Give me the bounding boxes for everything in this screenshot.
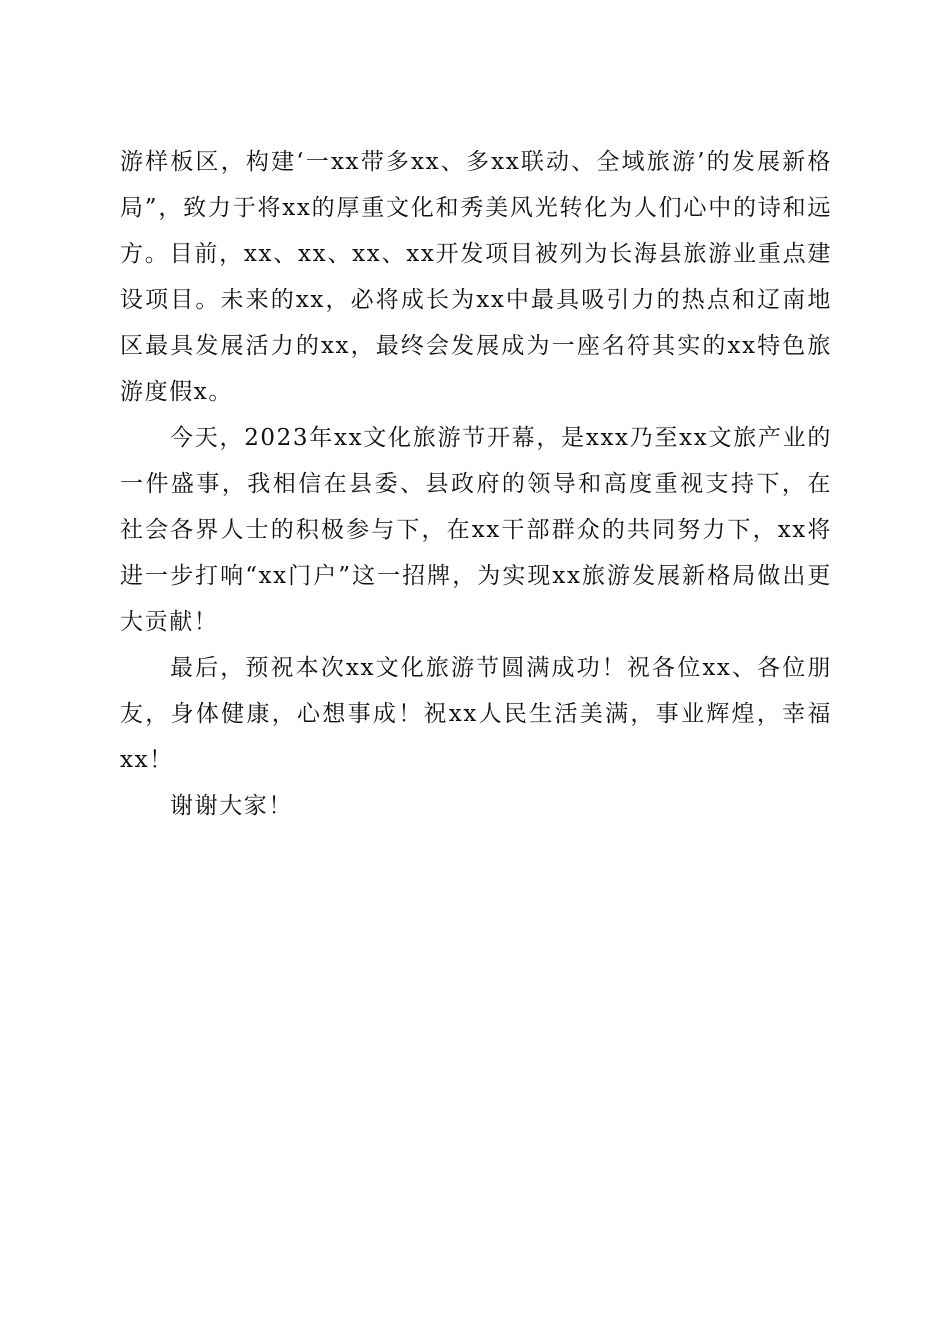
paragraph-closing-wishes: 最后，预祝本次xx文化旅游节圆满成功！祝各位xx、各位朋友，身体健康，心想事成！祝xx人民生活美满，事业辉煌，幸福xx！ xyxy=(120,655,832,773)
paragraph-thanks: 谢谢大家！ xyxy=(170,793,293,819)
paragraph-continuation: 游样板区，构建‘一xx带多xx、多xx联动、全域旅游’的发展新格局”，致力于将xx的厚重文化和秀美风光转化为人们心中的诗和远方。目前，xx、xx、xx、xx开发项目被列为长海县旅游业重点建设项目。未来的xx，必将成长为xx中最具吸引力的热点和辽南地区最具发展活力的xx，最终会发展成为一座名符其实的xx特色旅游度假x。 xyxy=(120,149,832,405)
paragraph-festival-opening: 今天，2023年xx文化旅游节开幕，是xxx乃至xx文旅产业的一件盛事，我相信在县委、县政府的领导和高度重视支持下，在社会各界人士的积极参与下，在xx干部群众的共同努力下，xx将进一步打响“xx门户”这一招牌，为实现xx旅游发展新格局做出更大贡献！ xyxy=(120,425,832,635)
document-body xyxy=(120,139,832,829)
